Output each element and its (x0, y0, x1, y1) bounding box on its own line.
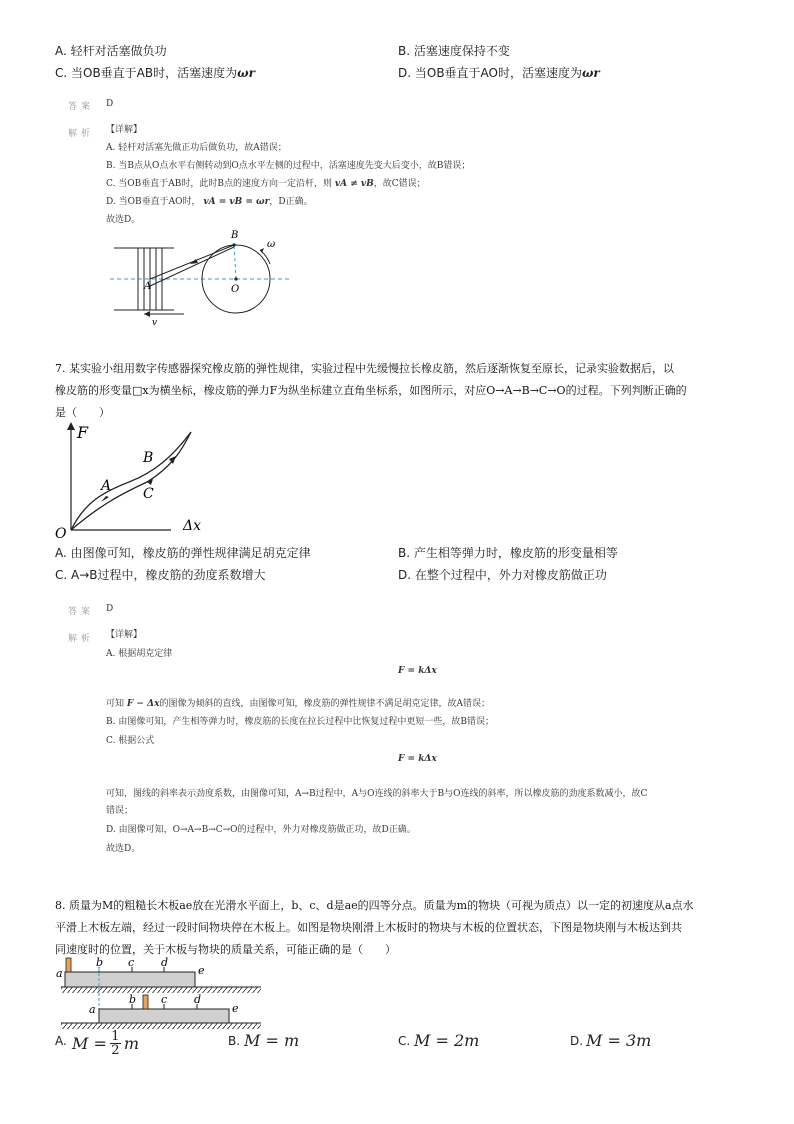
q7-sol-line: D. 由图像可知，O→A→B→C→O的过程中，外力对橡皮筋做正功，故D正确。 (106, 825, 416, 835)
q6-fig-label-b: B (231, 230, 239, 241)
q6-sol-d-text: D. 当OB垂直于AO时， (106, 197, 201, 207)
q7-sol-formula-2: F = kΔx (398, 754, 437, 764)
q6-sol-line: B. 当B点从O点水平右侧转动到O点水平左侧的过程中，活塞速度先变大后变小，故B错误； (106, 161, 471, 171)
q7-sol-a-math: F − Δx (126, 699, 160, 709)
q8-fig-bottom-label-e: e (232, 1002, 239, 1015)
q8-fig-top-label-e: e (198, 964, 205, 977)
q7-stem-line: 橡皮筋的形变量□x为横坐标，橡皮筋的弹力F为纵坐标建立直角坐标系，如图所示，对应O→A→B→C→O的过程。下列判断正确的 (55, 384, 687, 397)
q6-piston-crank-figure (110, 226, 290, 328)
q6-sol-line-d (106, 193, 746, 211)
q8-option-b-label: B. (228, 1034, 241, 1048)
q8-option-a-lhs: M = (72, 1033, 107, 1053)
q7-sol-line-a (106, 695, 766, 713)
q8-option-c-label: C. (398, 1034, 411, 1048)
q7-sol-line: A. 根据胡克定律 (106, 649, 173, 659)
q8-fig-bottom-label-b: b (129, 993, 137, 1006)
q7-sol-line: 【详解】 (106, 630, 143, 640)
q8-stem-line: 平滑上木板左端，经过一段时间物块停在木板上。如图是物块刚滑上木板时的物块与木板的位置状态，下图是物块刚与木板达到共 (55, 921, 682, 934)
q7-graph-label-dx: Δx (183, 518, 202, 534)
q7-sol-line: C. 根据公式 (106, 736, 155, 746)
q8-fig-top-label-a: a (56, 967, 63, 980)
q7-option-c: C. A→B过程中，橡皮筋的劲度系数增大 (55, 568, 266, 582)
q6-fig-label-v: v (152, 318, 158, 328)
q8-fig-top-label-c: c (128, 956, 135, 969)
q6-solution (106, 121, 746, 229)
q7-stem (55, 358, 755, 424)
q7-option-d: D. 在整个过程中，外力对橡皮筋做正功 (398, 568, 607, 582)
q6-fig-label-omega: ω (267, 239, 276, 250)
q8-fig-bottom-label-a: a (89, 1003, 96, 1016)
q6-sol-c-math: vA ≠ vB (334, 179, 374, 189)
q7-answer-label: 答案 (68, 607, 95, 617)
q6-sol-d-math: vA = vB = ωr (203, 197, 270, 207)
q6-option-a: A. 轻杆对活塞做负功 (55, 44, 167, 58)
q8-option-b-math: M = m (244, 1031, 300, 1050)
q7-stem-line: 7. 某实验小组用数字传感器探究橡皮筋的弹性规律，实验过程中先缓慢拉长橡皮筋，然后逐渐恢复至原长，记录实验数据后，以 (55, 362, 674, 375)
q8-option-a-math (72, 1027, 139, 1059)
q7-graph-label-c: C (143, 486, 154, 502)
q6-option-c-text: C. 当OB垂直于AB时，活塞速度为 (55, 66, 238, 80)
q7-force-deformation-graph (55, 420, 215, 542)
q8-option-d-label: D. (570, 1034, 584, 1048)
q7-analysis-label: 解析 (68, 634, 95, 644)
q8-fig-top-label-d: d (161, 956, 169, 969)
q6-sol-line-c (106, 175, 746, 193)
q8-board-block-figure (55, 954, 275, 1032)
q6-fig-label-a: A (144, 281, 152, 292)
q7-graph-label-a: A (101, 478, 112, 494)
q8-fig-bottom-label-c: c (161, 993, 168, 1006)
q6-answer-label: 答案 (68, 102, 95, 112)
q7-sol-line: 可知，图线的斜率表示劲度系数，由图像可知，A→B过程中，A与O连线的斜率大于B与O连线的斜率，所以橡皮筋的劲度系数减小，故C (106, 789, 648, 799)
q7-stem-line: 是（ ） (55, 406, 110, 419)
q6-sol-d-tail: ，D正确。 (269, 197, 313, 207)
q8-stem (55, 895, 755, 961)
q6-sol-c-tail: ，故C错误； (373, 179, 426, 189)
q8-option-a-label: A. (55, 1034, 67, 1048)
q8-fig-top-label-b: b (96, 956, 104, 969)
q8-option-a-numerator: 1 (111, 1028, 120, 1044)
q6-fig-label-o: O (231, 284, 240, 295)
q8-option-a-rhs: m (123, 1033, 140, 1053)
q7-graph-label-f: F (77, 423, 89, 442)
q8-fig-bottom-label-d: d (194, 993, 202, 1006)
q7-sol-line: B. 由图像可知，产生相等弹力时，橡皮筋的长度在拉长过程中比恢复过程中更短一些，故B错误； (106, 717, 494, 727)
q8-option-c-math: M = 2m (414, 1031, 480, 1050)
q7-graph-label-o: O (55, 526, 67, 542)
q8-option-a-denominator: 2 (111, 1042, 120, 1058)
q6-option-d-math: ωr (582, 66, 600, 80)
q6-analysis-label: 解析 (68, 129, 95, 139)
q8-option-a-fraction (110, 1030, 121, 1057)
q6-option-d-text: D. 当OB垂直于AO时，活塞速度为 (398, 66, 582, 80)
q7-sol-a-text: 的图像为倾斜的直线，由图像可知，橡皮筋的弹性规律不满足胡克定律，故A错误； (159, 699, 490, 709)
q7-sol-line: 错误； (106, 806, 134, 816)
q6-option-d (398, 64, 600, 81)
q6-option-c (55, 64, 255, 81)
q8-stem-line: 同速度时的位置，关于木板与物块的质量关系，可能正确的是（ ） (55, 943, 396, 956)
q6-sol-line: 故选D。 (106, 215, 141, 225)
q6-answer-value: D (106, 99, 114, 109)
q8-stem-line: 8. 质量为M的粗糙长木板ae放在光滑水平面上，b、c、d是ae的四等分点。质量为m的物块（可视为质点）以一定的初速度从a点水 (55, 899, 694, 912)
q7-sol-line: 故选D。 (106, 844, 141, 854)
q8-option-d-math: M = 3m (586, 1031, 652, 1050)
q7-sol-formula-1: F = kΔx (398, 666, 437, 676)
q7-option-b: B. 产生相等弹力时，橡皮筋的形变量相等 (398, 546, 618, 560)
q7-option-a: A. 由图像可知，橡皮筋的弹性规律满足胡克定律 (55, 546, 311, 560)
q6-sol-line: A. 轻杆对活塞先做正功后做负功，故A错误； (106, 143, 287, 153)
q6-option-c-math: ωr (237, 66, 255, 80)
q7-answer-value: D (106, 604, 114, 614)
q7-graph-label-b: B (143, 450, 154, 466)
q6-sol-line: 【详解】 (106, 125, 143, 135)
q6-option-b: B. 活塞速度保持不变 (398, 44, 510, 58)
q6-sol-c-text: C. 当OB垂直于AB时，此时B点的速度方向一定沿杆，则 (106, 179, 333, 189)
q7-sol-a-prefix: 可知 (106, 699, 125, 709)
